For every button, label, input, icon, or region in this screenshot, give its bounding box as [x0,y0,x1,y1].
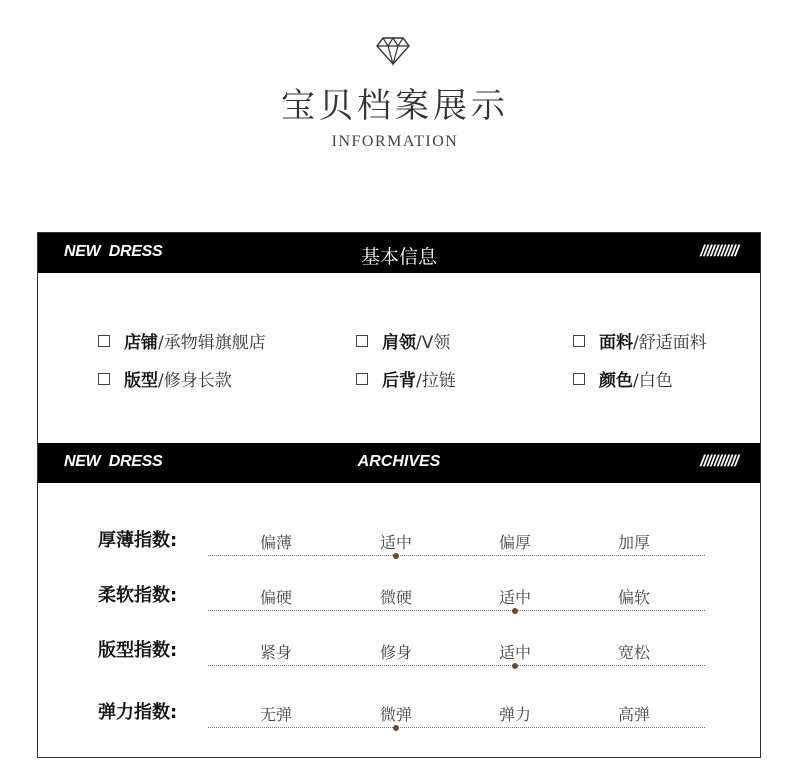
checkbox-icon [98,335,110,347]
index-label: 弹力指数: [98,702,178,723]
basic-info-bar [38,233,760,273]
index-option: 适中 [499,588,532,607]
info-item-store: 店铺/承物辑旗舰店 [98,328,266,353]
bar-slashes: /////////// [700,243,738,260]
index-option: 宽松 [618,643,651,662]
checkbox-icon [356,373,368,385]
index-label: 柔软指数: [98,585,178,606]
index-track [208,610,705,611]
page-title: 宝贝档案展示 [281,86,509,126]
index-option: 微硬 [380,588,413,607]
index-marker [393,553,399,559]
index-marker [512,663,518,669]
index-option: 修身 [380,643,413,662]
index-marker [393,725,399,731]
index-option: 高弹 [618,705,651,724]
bar-title: 基本信息 [360,246,437,268]
index-option: 适中 [499,643,532,662]
info-panel [37,232,761,758]
bar-title: ARCHIVES [357,453,441,470]
index-option: 弹力 [499,705,532,724]
index-track [208,727,705,728]
bar-left-label: NEW DRESS [64,243,163,260]
checkbox-icon [98,373,110,385]
index-option: 微弹 [380,705,413,724]
diamond-icon [376,34,410,66]
index-option: 紧身 [260,643,293,662]
index-option: 偏厚 [499,533,532,552]
page-subtitle: INFORMATION [331,133,459,150]
index-marker [512,608,518,614]
checkbox-icon [356,335,368,347]
info-item-collar: 肩领/V领 [356,328,450,353]
index-option: 偏薄 [260,533,293,552]
index-track [208,665,705,666]
info-item-fabric: 面料/舒适面料 [573,328,707,353]
checkbox-icon [573,335,585,347]
index-option: 偏软 [618,588,651,607]
bar-slashes: /////////// [700,453,738,470]
index-option: 偏硬 [260,588,293,607]
info-item-color: 颜色/白色 [573,366,673,391]
index-option: 无弹 [260,705,293,724]
index-track [208,555,705,556]
checkbox-icon [573,373,585,385]
index-option: 加厚 [618,533,651,552]
archives-bar [38,443,760,483]
info-item-fit: 版型/修身长款 [98,366,232,391]
index-label: 版型指数: [98,640,178,661]
index-label: 厚薄指数: [98,530,178,551]
bar-left-label: NEW DRESS [64,453,163,470]
info-item-back: 后背/拉链 [356,366,456,391]
index-option: 适中 [380,533,413,552]
